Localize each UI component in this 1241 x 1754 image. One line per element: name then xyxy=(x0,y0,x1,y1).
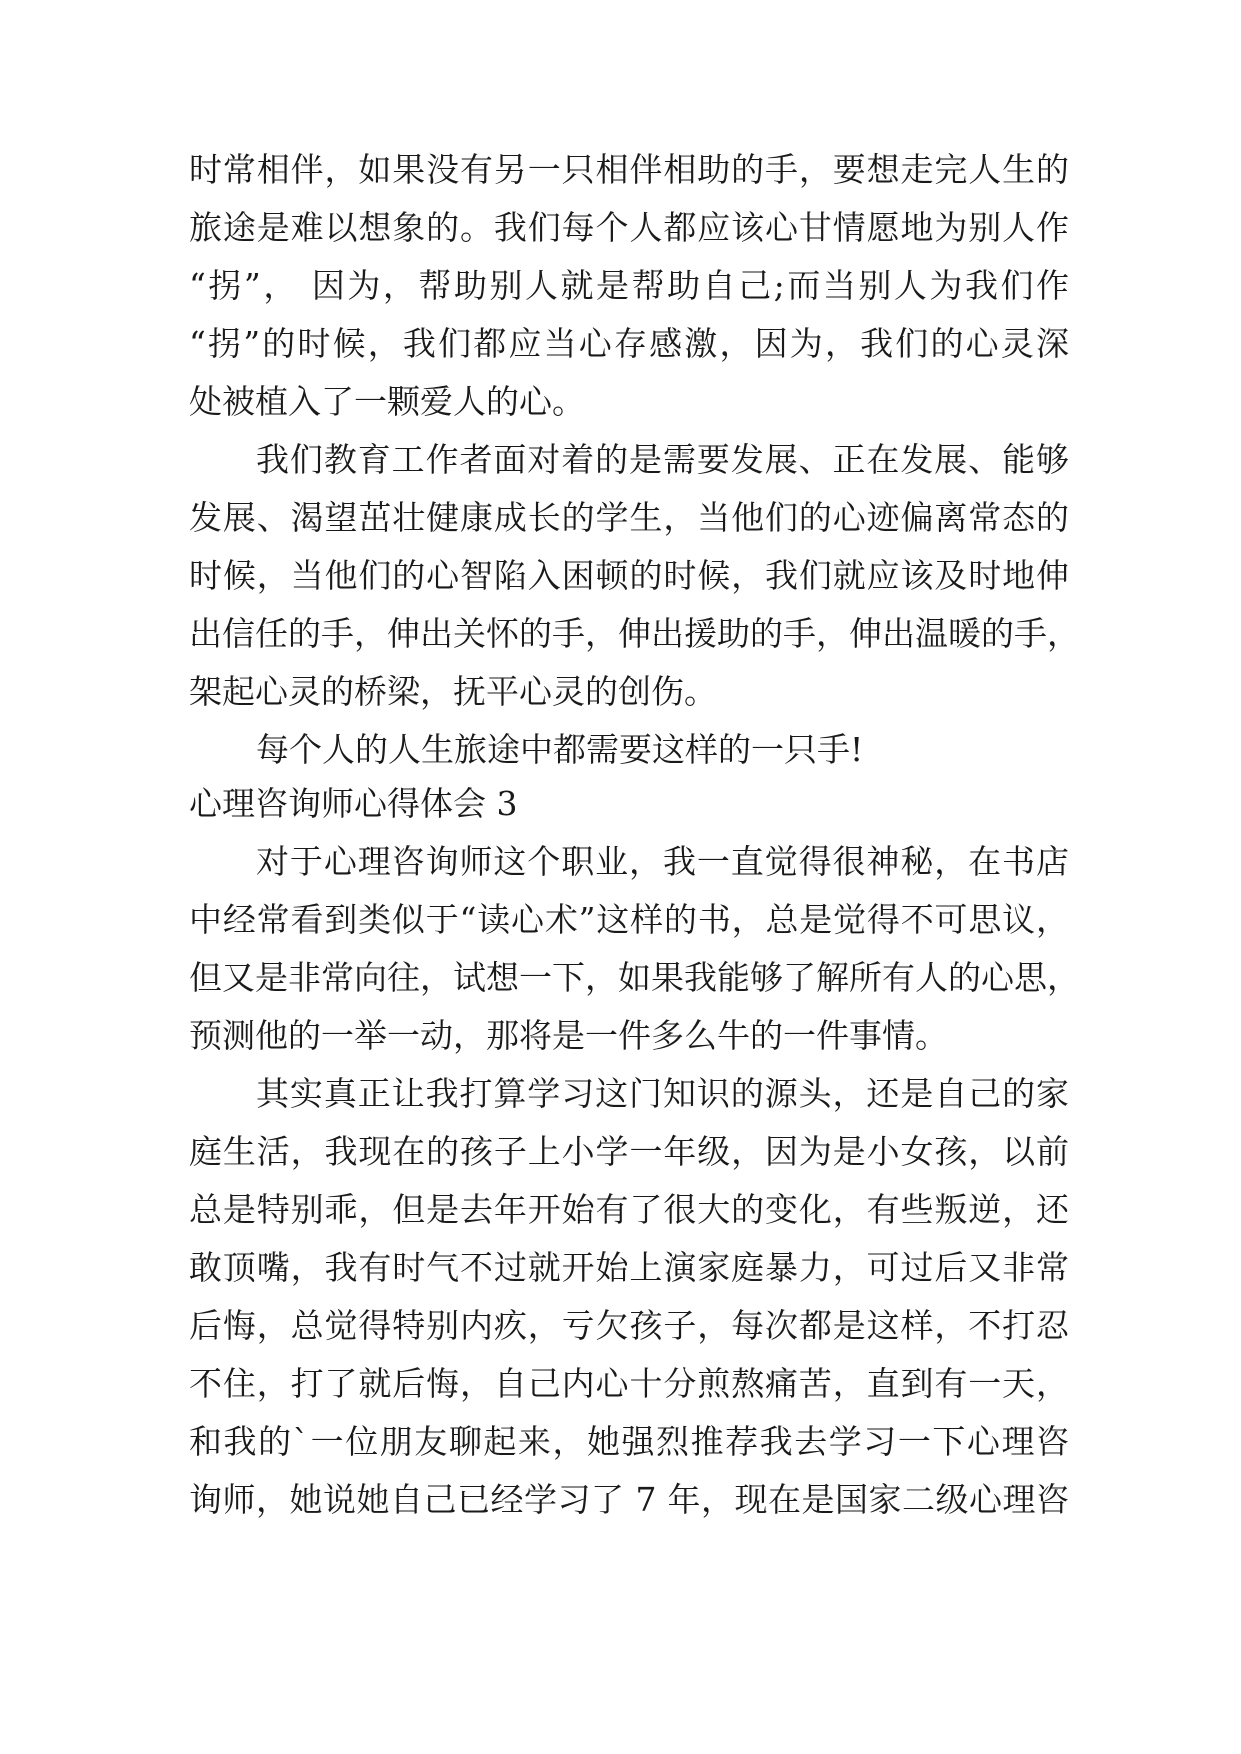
body-text-line: 庭生活，我现在的孩子上小学一年级，因为是小女孩，以前 xyxy=(189,1132,1069,1171)
body-text-line: 发展、渴望茁壮健康成长的学生，当他们的心迹偏离常态的 xyxy=(189,498,1069,537)
body-text-line: 旅途是难以想象的。我们每个人都应该心甘情愿地为别人作 xyxy=(189,208,1069,247)
paragraph-first-line: 我们教育工作者面对着的是需要发展、正在发展、能够 xyxy=(256,440,1069,479)
body-text-line: 架起心灵的桥梁，抚平心灵的创伤。 xyxy=(189,672,717,711)
body-text-line: 出信任的手，伸出关怀的手，伸出援助的手，伸出温暖的手， xyxy=(189,614,1080,653)
body-text-line: 后悔，总觉得特别内疚，亏欠孩子，每次都是这样，不打忍 xyxy=(189,1306,1069,1345)
body-text-line: 询师，她说她自己已经学习了 7 年，现在是国家二级心理咨 xyxy=(189,1480,1069,1519)
paragraph-first-line: 每个人的人生旅途中都需要这样的一只手! xyxy=(256,730,864,769)
paragraph-first-line: 对于心理咨询师这个职业，我一直觉得很神秘，在书店 xyxy=(256,842,1069,881)
body-text-line: “拐”的时候，我们都应当心存感激，因为，我们的心灵深 xyxy=(189,324,1069,363)
paragraph-first-line: 其实真正让我打算学习这门知识的源头，还是自己的家 xyxy=(256,1074,1069,1113)
body-text-line: 中经常看到类似于“读心术”这样的书，总是觉得不可思议， xyxy=(189,900,1069,939)
body-text-line: 时候，当他们的心智陷入困顿的时候，我们就应该及时地伸 xyxy=(189,556,1069,595)
body-text-line: 处被植入了一颗爱人的心。 xyxy=(189,382,585,421)
body-text-line: 和我的`一位朋友聊起来，她强烈推荐我去学习一下心理咨 xyxy=(189,1422,1069,1461)
body-text-line: 总是特别乖，但是去年开始有了很大的变化，有些叛逆，还 xyxy=(189,1190,1069,1229)
body-text-line: “拐”， 因为，帮助别人就是帮助自己;而当别人为我们作 xyxy=(189,266,1069,305)
body-text-line: 敢顶嘴，我有时气不过就开始上演家庭暴力，可过后又非常 xyxy=(189,1248,1069,1287)
body-text-line: 不住，打了就后悔，自己内心十分煎熬痛苦，直到有一天， xyxy=(189,1364,1069,1403)
body-text-line: 但又是非常向往，试想一下，如果我能够了解所有人的心思， xyxy=(189,958,1080,997)
body-text-line: 时常相伴，如果没有另一只相伴相助的手，要想走完人生的 xyxy=(189,150,1069,189)
body-text-line: 预测他的一举一动，那将是一件多么牛的一件事情。 xyxy=(189,1016,948,1055)
section-heading: 心理咨询师心得体会 3 xyxy=(189,784,518,823)
